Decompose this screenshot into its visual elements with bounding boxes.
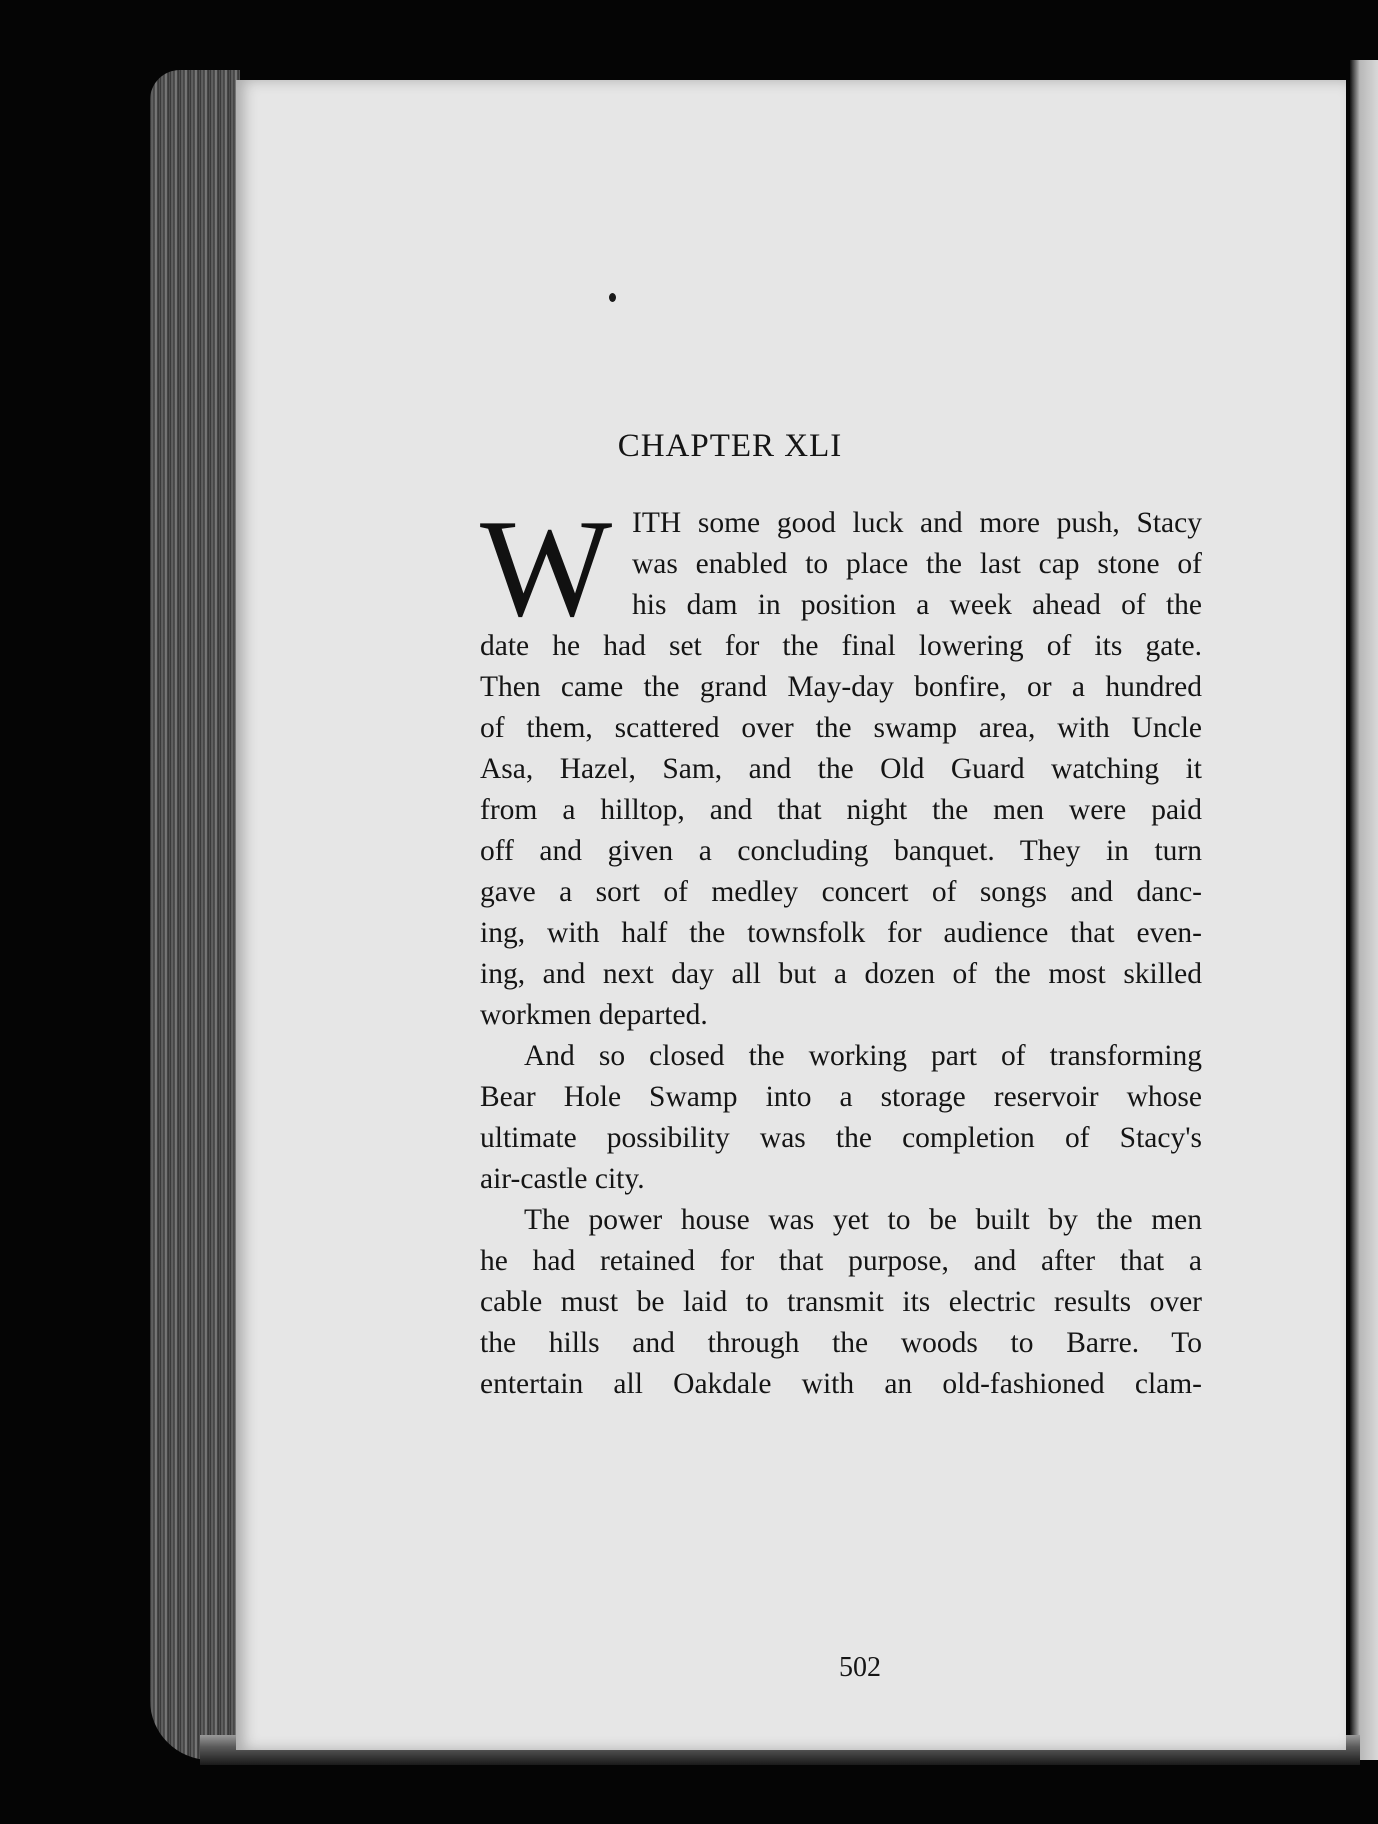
text-line: off and given a concluding banquet. They in turn: [480, 835, 1202, 867]
text-line: was enabled to place the last cap stone of: [632, 548, 1202, 580]
text-line: The power house was yet to be built by the men: [524, 1204, 1202, 1236]
text-line: of them, scattered over the swamp area, with Uncle: [480, 712, 1202, 744]
text-line: ing, with half the townsfolk for audience that even-: [480, 917, 1202, 949]
text-line: workmen departed.: [480, 999, 708, 1031]
text-line: cable must be laid to transmit its electric results over: [480, 1286, 1202, 1318]
book-fore-edge: [150, 70, 240, 1760]
text-line: ITH some good luck and more push, Stacy: [632, 507, 1202, 539]
text-line: gave a sort of medley concert of songs and danc-: [480, 876, 1202, 908]
text-line: Asa, Hazel, Sam, and the Old Guard watching it: [480, 753, 1202, 785]
paragraph-2: [480, 1036, 1202, 1200]
text-line: his dam in position a week ahead of the: [632, 589, 1202, 621]
drop-cap: W: [480, 491, 613, 646]
text-line: the hills and through the woods to Barre. To: [480, 1327, 1202, 1359]
text-line: And so closed the working part of transforming: [524, 1040, 1202, 1072]
chapter-heading: CHAPTER XLI: [617, 428, 843, 464]
paragraph-3: [480, 1200, 1202, 1405]
page-number: 502: [839, 1652, 881, 1683]
chapter-text: [480, 491, 1202, 1405]
text-line: ultimate possibility was the completion of Stacy's: [480, 1122, 1202, 1154]
text-line: ing, and next day all but a dozen of the most skilled: [480, 958, 1202, 990]
text-line: Then came the grand May-day bonfire, or a hundred: [480, 671, 1202, 703]
print-speck: [609, 293, 616, 302]
text-line: air-castle city.: [480, 1163, 645, 1195]
text-line: he had retained for that purpose, and after that a: [480, 1245, 1202, 1277]
text-line: Bear Hole Swamp into a storage reservoir whose: [480, 1081, 1202, 1113]
text-line: date he had set for the final lowering of its gate.: [480, 630, 1202, 662]
text-line: entertain all Oakdale with an old-fashioned clam-: [480, 1368, 1202, 1400]
text-line: from a hilltop, and that night the men were paid: [480, 794, 1202, 826]
facing-page-edge: [1350, 60, 1378, 1760]
